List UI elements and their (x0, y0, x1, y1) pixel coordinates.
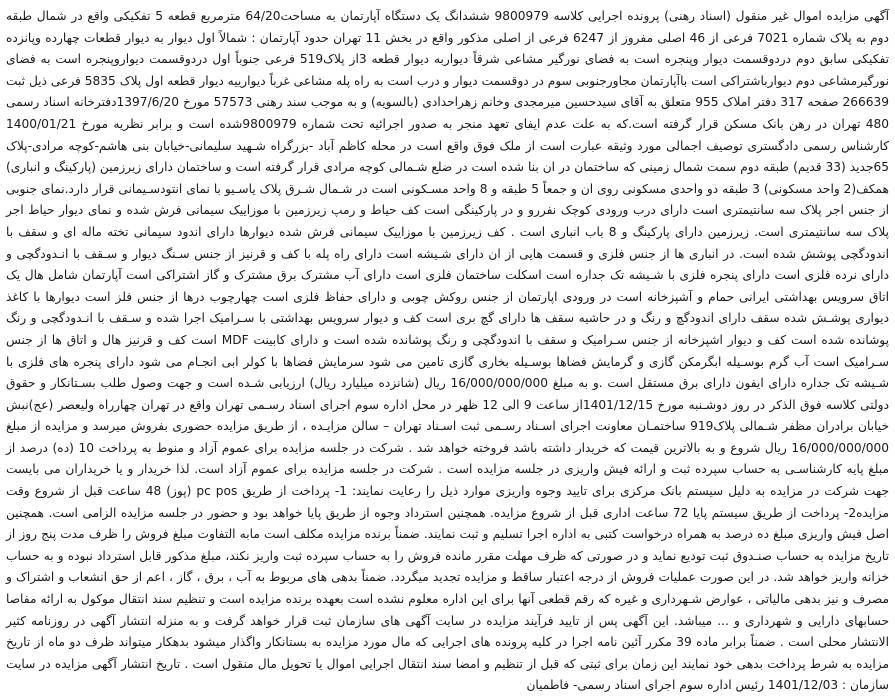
auction-notice-text: آگهی مزایده اموال غیر منقول (اسناد رهنی) پرونده اجرایی کلاسه 9800979 ششدانگ یک دستگاه آپارتمان به مساحت64/20 مترمربع قطعه 5 تفکیکی واقع در شمال طبقه دوم به پلاک شماره 7021 فرعی از 46 اصلی مفروز از 6247 فرعی از اصلی مذکور واقع در بخش 11 تهران حدود آپارتمان : شمالاً اول دیوار به دیوار قطعات چهارده وپانزده تفکیکی سابق دوم دردوقسمت دیوار وپنجره است به فضای نورگیر مشاعی شرقاً دیواربه دیوار قطعه 3از پلاک519 فرعی جنوباً اول دردوقسمت دیواروپنجره است به فضای نورگیرمشاعی دوم دیوارباشتراکی است باآپارتمان مجاورجنوبی سوم در دوقسمت دیوار و درب است به راه پله مشاعی غرباً دیوارییه دیوار قطعه اول پلاک 5835 فرعی ذیل ثبت 266639 صفحه 317 دفتر املاک 955 متعلق به آقای سیدحسین میرمجدی وخانم زهراحدادی (بالسویه) و به موجب سند رهنی 57573 مورخ 1397/6/20دفترخانه اسناد رسمی 480 تهران در رهن بانک مسکن قرار گرفته است.که به علت عدم ایفای تعهد منجر به صدور اجرائیه تحت شماره 9800979شده است و برابر نظریه مورخ 1400/01/21 کارشناس رسمی دادگستری توصیف اجمالی مورد وثیقه عبارت است از ملک فوق واقع است در محله کاظم آباد -بزرگراه شـهید سلیمانی-خیابان بنی هاشم-کوچه مرادی-پلاک 65جدید (33 قدیم) طبقه دوم سمت شمال زمینی که ساختمان در ان بنا شده است در ضلع شـمالی کوچه مرادی قرار گرفته است و ساختمان دارای زیرزمین (پارکینگ و انباری) همکف(2 واحد مسکونی) 3 طبقه دو واحدی مسکونی روی ان و جمعاً 5 طبقه و 8 واحد مسـکونی است در شـمال شـرق پلاک یاسـیو با نمای انتودسـیمانی قرار دارد.نمای جنوبی از جنس اجر پلاک سه سانتیمتری است دارای درب ورودی کوچک نفررو و در پارکینگی است کف حیاط و رمپ زیرزمین با موزاییک سیمانی فرش شده و نمای دیوار حیاط اجر پلاک سه سانتیمتری است. زیرزمین دارای پارکینگ و 8 باب انباری است . کف زیرزمین با موزاییک سیمانی فرش شده دیوارها دارای اندود سیمانی تخته ماله ای و سقف با اندودگچی پوشش شده است. در انباری ها از جنس فلزی و قسمت هایی از ان دارای شـیشه است دارای راه پله با کف و قرنیز از جنس سـنگ دیوار و سـقف با انـدودگچی و دارای نرده فلزی است دارای پنجره فلزی با شـیشه تک جداره است اسکلت ساختمان فلزی است دارای آب مشترک برق مشترک و گاز اشتراکی است آپارتمان شامل هال یک اتاق سرویس بهداشتی ایرانی حمام و آشپزخانه است در ورودی اپارتمان از جنس روکش چوبی و دارای حفاظ فلزی است چهارچوب درها از جنس فلز است دیوارها با کاغذ دیواری پوشـش شده سقف دارای اندودگچ و رنگ و در حاشیه سقف ها دارای گچ بری است کف و دیوار سرویس بهداشتی با سـرامیک اجرا شده و سـقف با انـدودگچی و رنگ پوشانده شده است کف و دیوار اشپزخانه از جنس سـرامیک و سقف با اندودگچی و رنگ پوشانده شده است و دارای کابینت MDF است کف و قرنیز هال و اتاق ها از جنس سـرامیک است آب گرم بوسـیله ابگرمکن گازی و گرمایش فضاها بوسـیله بخاری گازی تامین می شود سرمایش فضاها با کولر ابی انجـام می شود دارای پنجره های فلزی با شـیشه تک جداره دارای ایفون دارای برق مستقل است .و به مبلغ 16/000/000/000 ریال (شانزده میلیارد ریال) ارزیابی شـده است و جهت وصول طلب بسـتانکار و حقوق دولتی کلاسه فوق الذکر در روز دوشـنبه مورخ 1401/12/15از ساعت 9 الی 12 ظهر در محل اداره سوم اجرای اسناد رسـمی تهران واقع در تهران چهارراه ولیعصر (عج)نبش خیابان برادران مظفر شـمالی پلاک919 ساختمـان معاونت اجرای اسـناد رسـمی ثبت اسـناد تهران – سالن مزایـده ، از طریق مزایده حضوری بفروش میرسد و مزایده از مبلغ 16/000/000/000 ریال شروع و به بالاترین قیمت که خریدار داشته باشد فروخته خواهد شد . شرکت در جلسه مزایده برای عموم آزاد و منوط به پرداخت 10 (ده) درصد از مبلغ پایه کارشناسـی به حساب سپرده ثبت و ارائه فیش واریزی در جلسه مزایده است . شرکت در جلسه مزایده برای عموم آزاد است. لذا خریدار و یا خریداران می بایست جهت شرکت در مزایده به دلیل سیستم بانک مرکزی برای تایید وجوه واریزی موارد ذیل را رعایت نمایند: 1- پرداخت از طریق pc pos (پوز) 48 ساعت قبل از شروع وقت مزایده2- پرداخت از طریق سیستم پایا 72 ساعت اداری قبل از شروع مزایده. همچنین استرداد وجوه از طریق پایا خواهد بود و حضور در جلسه مزایده الزامی است. همچنین اصل فیش واریزی مبلغ ده درصد به همراه درخواست کتبی به اداره اجرا تسلیم و ثبت نمایند. ضمناً برنده مزایده مکلف است مابه التفاوت مبلغ فروش را ظرف مدت پنج روز از تاریخ مزایده به حساب صنـدوق ثبت تودیع نماید و در صورتی که ظرف مهلت مقرر مانده فروش را به حساب سپرده ثبت واریز نکند، مبلغ مذکور قابل استرداد نبوده و به حساب خزانه واریز خواهد شد. در این صورت عملیات فروش از درجه اعتبار ساقط و مزایده تجدید میگردد. ضمناً بدهی های مربوط به آب ، برق ، گاز ، اعم از حق انشعاب و اشتراک و مصرف و نیز بدهی مالیاتی ، عوارض شـهرداری و غیره که رقم قطعی آنها برای این اداره معلوم نشده است بعهده برنده مزایده است و تنظیم سند انتقال موکول به ارائه مفاصا حسابهای دارایی و شهرداری و ... میباشد. این آگهی پس از تایید فرآیند مزایده در سایت آگهی های سازمان ثبت قرار خواهد گرفت و به منزله انتشار آگهی در روزنامه کثیر الانتشار محلی است . ضمناً برابر ماده 39 مکرر آئین نامه اجرا در کلیه پرونده های اجرایی که مال مورد مزایده به بستانکار واگذار میشود بدهکار میتواند ظرف دو ماه از تاریخ مزایده به شرط پرداخت بدهی خود نمایند این زمان برای ثبتی که قبل از تنظیم و امضا سند انتقال اجرایی اموال یا تحویل مال منقول است . تاریخ انتشار آگهی مزایده در سایت سازمان : 1401/12/03 رئیس اداره سوم اجرای اسناد رسمی- فاطمیان (6, 9, 890, 693)
